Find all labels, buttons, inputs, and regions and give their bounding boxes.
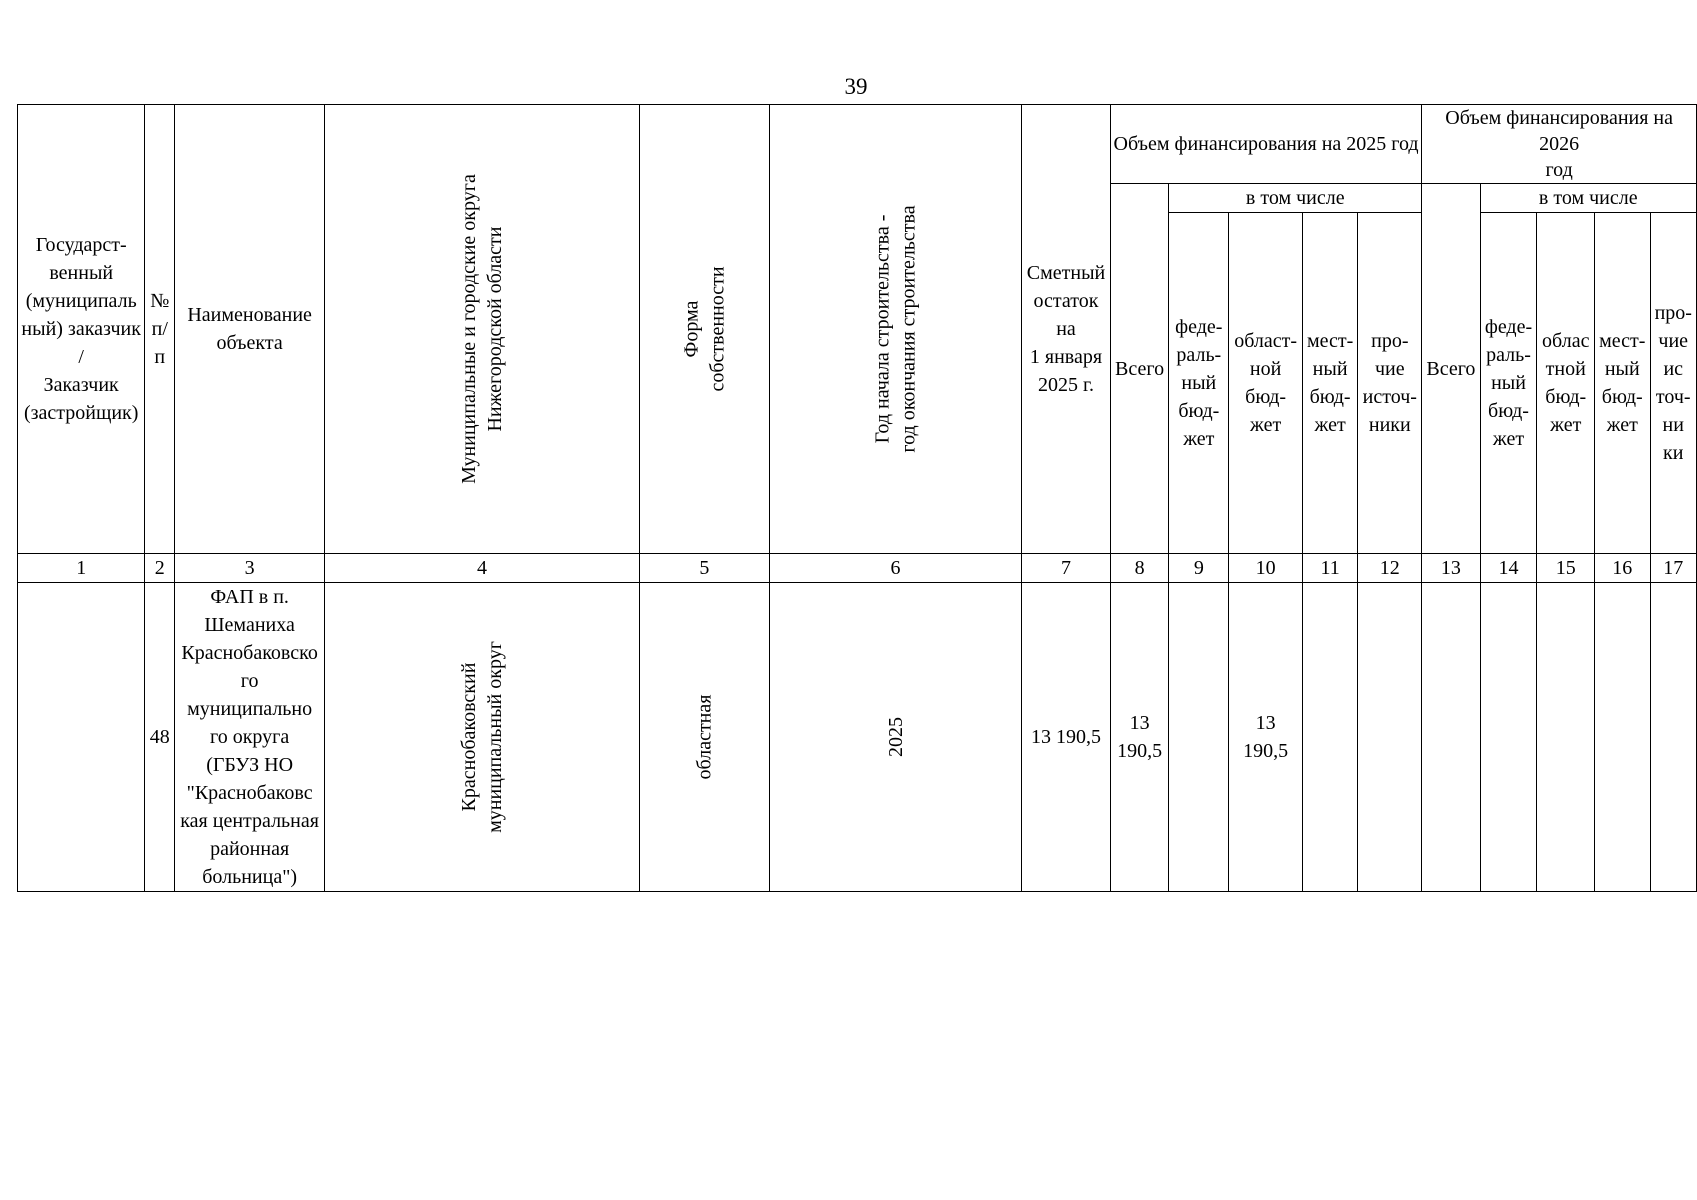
cell-regional-2026 — [1537, 583, 1595, 892]
header-incl-2026: в том числе — [1480, 184, 1696, 213]
header-number: № п/п — [145, 105, 175, 554]
header-other-2026: про- чие ис точ- ни ки — [1650, 213, 1697, 554]
cell-federal-2025 — [1169, 583, 1229, 892]
cell-regional-2025: 13 190,5 — [1229, 583, 1302, 892]
header-object-name: Наименование объекта — [175, 105, 325, 554]
header-local-2025: мест- ный бюд- жет — [1302, 213, 1357, 554]
column-number: 4 — [325, 554, 640, 583]
column-number: 7 — [1022, 554, 1111, 583]
column-number: 10 — [1229, 554, 1302, 583]
column-numbers-row — [18, 554, 1697, 583]
column-number: 1 — [18, 554, 145, 583]
cell-federal-2026 — [1480, 583, 1537, 892]
cell-local-2026 — [1595, 583, 1650, 892]
column-number: 2 — [145, 554, 175, 583]
cell-other-2026 — [1650, 583, 1697, 892]
header-local-2026: мест- ный бюд- жет — [1595, 213, 1650, 554]
cell-total-2026 — [1422, 583, 1480, 892]
header-federal-2026: феде- раль- ный бюд- жет — [1480, 213, 1537, 554]
page-number: 39 — [844, 74, 868, 99]
column-number: 13 — [1422, 554, 1480, 583]
cell-ownership: областная — [639, 583, 769, 892]
header-regional-2025: област- ной бюд- жет — [1229, 213, 1302, 554]
header-federal-2025: феде- раль- ный бюд- жет — [1169, 213, 1229, 554]
cell-years: 2025 — [769, 583, 1021, 892]
header-funding-2025: Объем финансирования на 2025 год — [1110, 105, 1421, 184]
header-ownership: Форма собственности — [639, 105, 769, 554]
column-number: 6 — [769, 554, 1021, 583]
column-number: 8 — [1110, 554, 1168, 583]
column-number: 17 — [1650, 554, 1697, 583]
table-row — [18, 583, 1697, 892]
header-municipality: Муниципальные и городские округа Нижегородской области — [325, 105, 640, 554]
column-number: 11 — [1302, 554, 1357, 583]
column-number: 5 — [639, 554, 769, 583]
column-number: 16 — [1595, 554, 1650, 583]
cell-customer — [18, 583, 145, 892]
header-other-2025: про- чие источ- ники — [1358, 213, 1422, 554]
cell-local-2025 — [1302, 583, 1357, 892]
column-number: 3 — [175, 554, 325, 583]
column-number: 15 — [1537, 554, 1595, 583]
cell-municipality: Краснобаковский муниципальный округ — [325, 583, 640, 892]
header-incl-2025: в том числе — [1169, 184, 1422, 213]
column-number: 14 — [1480, 554, 1537, 583]
cell-total-2025: 13 190,5 — [1110, 583, 1168, 892]
cell-number: 48 — [145, 583, 175, 892]
header-total-2025: Всего — [1110, 184, 1168, 554]
financing-table — [17, 104, 1697, 892]
cell-estimate: 13 190,5 — [1022, 583, 1111, 892]
cell-object-name: ФАП в п. Шеманиха Краснобаковско го муниципально го округа (ГБУЗ НО "Краснобаковс кая центральная районная больница") — [175, 583, 325, 892]
header-total-2026: Всего — [1422, 184, 1480, 554]
column-number: 9 — [1169, 554, 1229, 583]
header-estimate: Сметный остаток на 1 января 2025 г. — [1022, 105, 1111, 554]
header-years: Год начала строительства - год окончания строительства — [769, 105, 1021, 554]
header-funding-2026: Объем финансирования на 2026 год — [1422, 105, 1697, 184]
column-number: 12 — [1358, 554, 1422, 583]
header-customer: Государст- венный (муниципаль ный) заказчик / Заказчик (застройщик) — [18, 105, 145, 554]
cell-other-2025 — [1358, 583, 1422, 892]
header-regional-2026: облас тной бюд- жет — [1537, 213, 1595, 554]
